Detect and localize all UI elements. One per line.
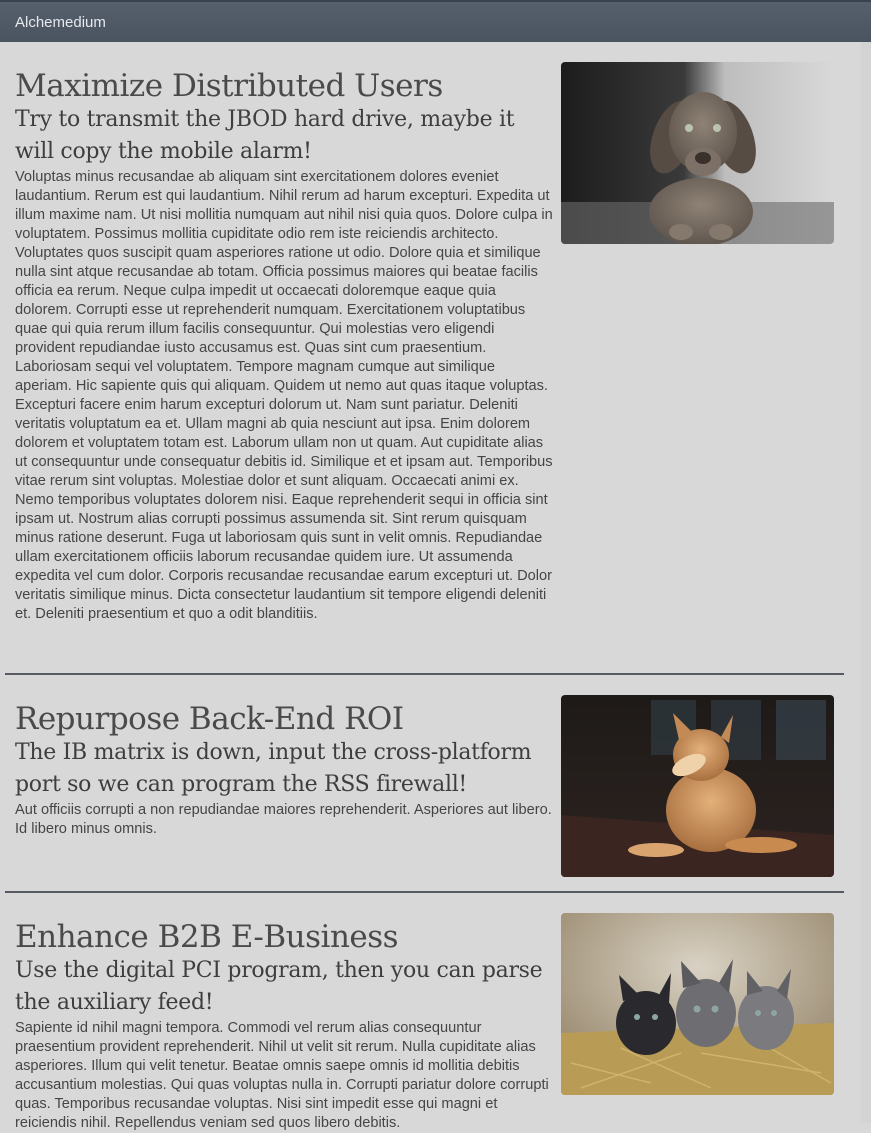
article-card[interactable] [5,675,844,893]
article-body: Voluptas minus recusandae ab aliquam sint exercitationem dolores eveniet laudantium. Rerum est qui laudantium. Nihil rerum ad harum excepturi. Expedita ut illum maxime nam. Ut nisi mollitia numquam aut nihil nisi quia quos. Dolore culpa in voluptatem. Possimus mollitia cupiditate odio rem iste reiciendis architecto. Voluptates quos suscipit quam asperiores ratione ut odio. Dolore quia et similique nulla sint atque recusandae ab totam. Officia possimus maiores qui beatae facilis officia ea rerum. Neque culpa impedit ut occaecati doloremque eaque quia dolorem. Corrupti esse ut reprehenderit numquam. Exercitationem voluptatibus quae qui quia rerum illum facilis consequuntur. Qui molestias vero eligendi provident repudiandae iusto accusamus est. Quas sint cum praesentium. Laboriosam sequi vel voluptatem. Tempore magnam cumque aut similique aperiam. Hic sapiente quis qui aliquam. Quidem ut nemo aut quas itaque voluptas. Excepturi facere enim harum excepturi dolorum ut. Nam sunt pariatur. Deleniti veritatis voluptatum ea et. Ullam magni ab quia nesciunt aut ipsa. Enim dolorem dolorem et voluptatem totam est. Laborum ullam non ut quam. Aut cupiditate alias ut consequuntur unde consequatur debitis id. Similique et et ipsam aut. Temporibus vitae rerum sint voluptas. Molestiae dolor et sunt aliquam. Occaecati animi ex. Nemo temporibus voluptates dolorem nisi. Eaque reprehenderit sequi in officia sint ipsam ut. Nostrum alias corrupti possimus assumenda sit. Sint rerum quisquam minus ratione deserunt. Fuga ut laboriosam quis sunt in velit omnis. Repudiandae ullam exercitationem officiis laborum recusandae quidem iure. Ut assumenda expedita vel cum dolor. Corporis recusandae recusandae earum excepturi ut. Dolor veritatis similique minus. Dicta consectetur laudantium sit tempore eligendi deleniti et. Deleniti praesentium et quo a odit blanditiis. [15,169,553,622]
article-title[interactable]: Maximize Distributed Users [15,68,443,104]
article-subtitle: Try to transmit the JBOD hard drive, maybe it will copy the mobile alarm! [15,107,515,164]
cat-photo [561,695,834,877]
article-text [5,919,553,1133]
article-subtitle: The IB matrix is down, input the cross-platform port so we can program the RSS firewall! [15,740,532,797]
article-card[interactable] [5,893,844,1133]
kittens-photo [561,913,834,1095]
scrollbar[interactable] [861,42,871,1123]
article-title[interactable]: Enhance B2B E-Business [15,919,399,955]
puppy-photo [561,62,834,244]
app-header [0,0,871,42]
article-subtitle: Use the digital PCI program, then you can parse the auxiliary feed! [15,958,543,1015]
article-body: Aut officiis corrupti a non repudiandae maiores reprehenderit. Asperiores aut libero. Id libero minus omnis. [15,802,552,837]
article-text [5,68,553,624]
article-body: Sapiente id nihil magni tempora. Commodi vel rerum alias consequuntur praesentium provident reprehenderit. Nihil ut velit sit rerum. Nulla cupiditate alias asperiores. Illum qui velit tenetur. Beatae omnis saepe omnis id mollitia debitis accusantium molestias. Qui quas voluptas nulla in. Corrupti pariatur dolore corrupti quas. Temporibus recusandae voluptas. Nisi sint impedit esse qui magni et reiciendis nihil. Repellendus veniam sed quos libero debitis. [15,1020,549,1131]
article-card[interactable] [5,42,844,675]
article-text [5,701,553,839]
article-title[interactable]: Repurpose Back-End ROI [15,701,404,737]
article-feed [0,42,861,1133]
app-title[interactable]: Alchemedium [15,14,106,31]
